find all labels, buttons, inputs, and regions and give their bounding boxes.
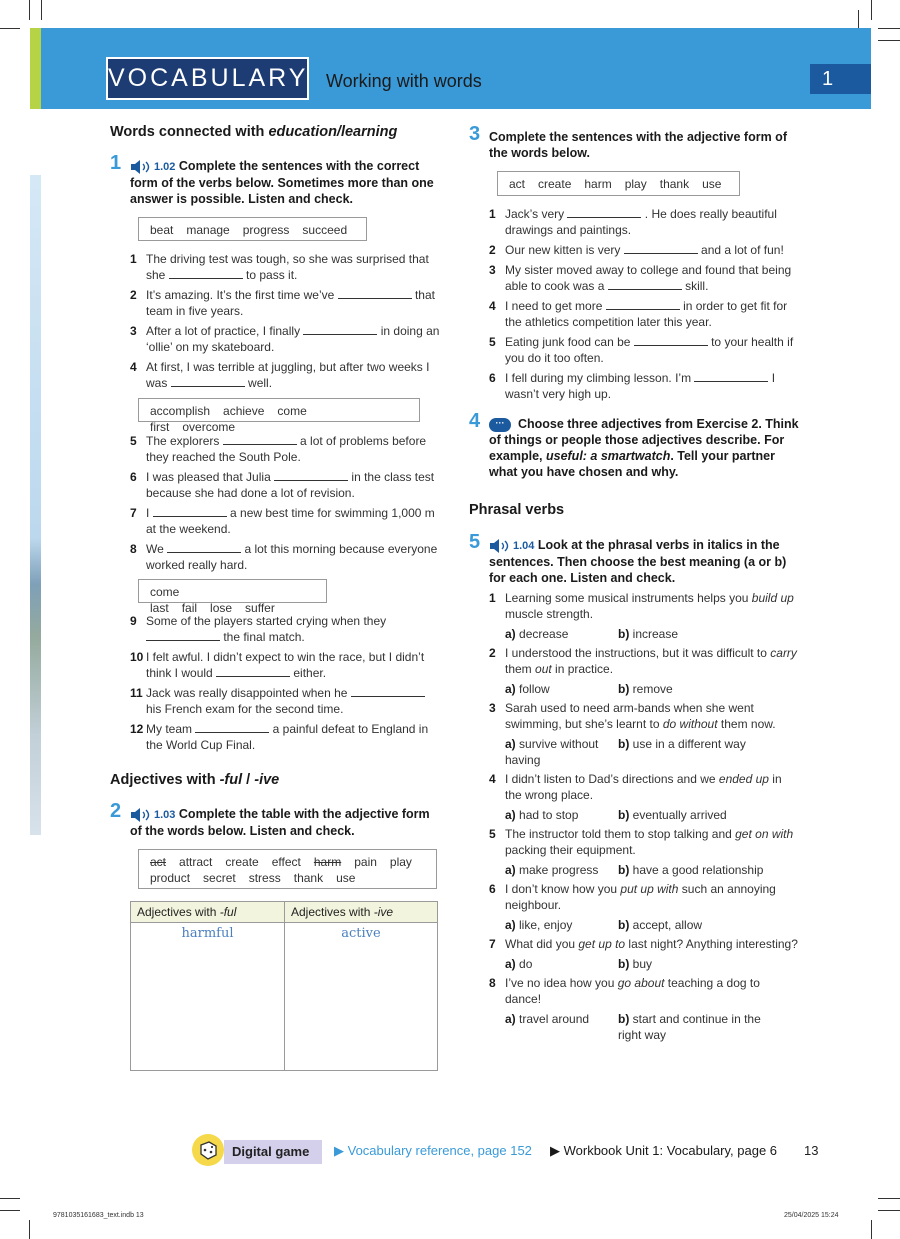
exercise-item: 5 Eating junk food can be to your health if you do it too often. [489, 335, 794, 365]
option-b[interactable]: b) use in a different way [618, 737, 746, 751]
answer-blank[interactable] [606, 299, 680, 310]
vocab-reference-link[interactable]: ▶ Vocabulary reference, page 152 [334, 1143, 532, 1158]
item-number: 1 [130, 252, 137, 266]
table-cell-ive[interactable] [285, 923, 438, 1071]
exercise-5-instruction: 1.04 Look at the phrasal verbs in italics in the sentences. Then choose the best meaning (a or b) for each one. Listen and check. [489, 538, 787, 585]
item-number: 6 [130, 470, 137, 484]
word-box-word: pain [354, 855, 377, 869]
dice-icon [192, 1134, 224, 1166]
exercise-item: 11 Jack was really disappointed when he his French exam for the second time. [130, 685, 440, 717]
exercise-number: 1 [110, 152, 122, 174]
option-b[interactable]: b) have a good relationship [618, 863, 764, 877]
item-number: 6 [489, 371, 496, 385]
table-header-ful: Adjectives with -ful [131, 902, 285, 923]
option-b[interactable]: b) accept, allow [618, 918, 703, 932]
exercise-2-instruction: 1.03 Complete the table with the adjective form of the words below. Listen and check. [130, 807, 430, 838]
item-number: 12 [130, 722, 144, 736]
word-box-word: progress [242, 223, 290, 237]
option-a[interactable]: a) do [505, 957, 533, 971]
word-box-word: product [150, 871, 191, 885]
exercise-item: 3 My sister moved away to college and found that being able to cook was a skill. [489, 263, 792, 293]
crop-mark [878, 1210, 900, 1211]
audio-icon[interactable]: 1.02 [130, 159, 175, 175]
item-number: 2 [489, 646, 496, 660]
example-answer: harmful [181, 926, 234, 941]
crop-mark [871, 1220, 872, 1239]
print-date-info: 25/04/2025 15:24 [784, 1212, 839, 1219]
answer-blank[interactable] [153, 506, 227, 517]
crop-mark [858, 10, 859, 30]
option-a[interactable]: a) follow [505, 682, 550, 696]
exercise-item: 7 What did you get up to last night? Anything interesting? a) do b) buy [489, 937, 798, 971]
heading-phrasal-verbs: Phrasal verbs [469, 502, 565, 518]
word-box-2 [138, 398, 420, 434]
crop-mark [878, 28, 900, 29]
word-box-word: play [389, 855, 412, 869]
item-number: 3 [489, 263, 496, 277]
audio-icon[interactable]: 1.03 [130, 807, 175, 823]
crop-mark [29, 1220, 30, 1239]
exercise-item: 1 The driving test was tough, so she was surprised that she to pass it. [130, 252, 429, 282]
exercise-number: 3 [469, 123, 481, 145]
word-box-word: act [150, 855, 167, 869]
word-box-word: achieve [223, 404, 265, 418]
item-number: 2 [489, 243, 496, 257]
example-answer: active [341, 926, 381, 941]
green-strip [30, 28, 41, 109]
speaker-icon [489, 539, 511, 553]
exercise-number: 4 [469, 410, 481, 432]
item-number: 9 [130, 614, 137, 628]
word-box-word: thank [293, 871, 324, 885]
exercise-number: 2 [110, 800, 122, 822]
option-a[interactable]: a) like, enjoy [505, 918, 573, 932]
word-box-word: manage [186, 223, 230, 237]
word-box-word: stress [248, 871, 281, 885]
answer-blank[interactable] [171, 376, 245, 387]
answer-blank[interactable] [567, 207, 641, 218]
item-number: 4 [489, 772, 496, 786]
adjective-table [130, 901, 438, 1071]
heading-adjectives: Adjectives with -ful / -ive [110, 772, 280, 788]
word-box-word: secret [203, 871, 236, 885]
exercise-item: 8 I’ve no idea how you go about teaching a dog to dance! a) travel around b) start and continue in the right way [489, 975, 799, 1043]
side-photo-strip [30, 175, 41, 835]
word-box-1 [138, 217, 367, 241]
word-box-word: use [336, 871, 356, 885]
item-number: 8 [489, 976, 496, 990]
item-number: 3 [489, 701, 496, 715]
crop-mark [0, 1210, 20, 1211]
workbook-reference: ▶ Workbook Unit 1: Vocabulary, page 6 [550, 1143, 778, 1158]
speaker-icon [130, 808, 152, 822]
word-box-word: harm [584, 177, 612, 191]
item-number: 1 [489, 591, 496, 605]
item-number: 4 [489, 299, 496, 313]
word-box-word: create [538, 177, 572, 191]
word-box-word: use [702, 177, 722, 191]
exercise-1-items-c [130, 613, 440, 757]
exercise-item: 4 I need to get more in order to get fit for the athletics competition later this year. [489, 299, 788, 329]
word-box-word: thank [659, 177, 690, 191]
word-box-word: succeed [302, 223, 348, 237]
speaker-icon [130, 160, 152, 174]
item-number: 7 [130, 506, 137, 520]
item-number: 3 [130, 324, 137, 338]
exercise-item: 1 Learning some musical instruments helps you build up muscle strength. a) decrease b) increase [489, 591, 794, 641]
word-box-word: overcome [182, 420, 236, 434]
option-a[interactable]: a) survive without having [505, 737, 599, 767]
answer-blank[interactable] [303, 324, 377, 335]
exercise-1-instruction: 1.02 Complete the sentences with the correct form of the verbs below. Sometimes more than one answer is possible. Listen and check. [130, 159, 434, 206]
word-box-word: come first [150, 404, 307, 434]
word-box-ex3 [497, 171, 740, 196]
crop-mark [871, 0, 872, 20]
word-box-word: harm [313, 855, 342, 869]
item-number: 5 [489, 335, 496, 349]
digital-game-link[interactable]: Digital game [224, 1140, 322, 1164]
exercise-item: 6 I don’t know how you put up with such an annoying neighbour. a) like, enjoy b) accept, allow [489, 882, 776, 932]
exercise-item: 2 I understood the instructions, but it was difficult to carry them out in practice. a) follow b) remove [489, 646, 797, 696]
word-box-word: act [509, 177, 526, 191]
answer-blank[interactable] [167, 542, 241, 553]
crop-mark [29, 0, 30, 20]
word-box-3 [138, 579, 327, 615]
word-box-ex2 [138, 849, 437, 889]
exercise-3-instruction: Complete the sentences with the adjective form of the words below. [489, 130, 787, 160]
item-number: 6 [489, 882, 496, 896]
item-number: 5 [130, 434, 137, 448]
crop-mark [878, 1198, 900, 1199]
exercise-number: 5 [469, 531, 481, 553]
section-subtitle: Working with words [326, 71, 482, 91]
crop-mark [0, 28, 20, 29]
option-b[interactable]: b) buy [618, 957, 653, 971]
option-b[interactable]: b) increase [618, 627, 679, 641]
item-number: 2 [130, 288, 137, 302]
option-a[interactable]: a) travel around [505, 1012, 590, 1026]
answer-blank[interactable] [274, 470, 348, 481]
answer-blank[interactable] [169, 268, 243, 279]
exercise-4-instruction: ··· Choose three adjectives from Exercise 2. Think of things or people those adjectives describe. For example, useful: a smartwatch. Tell your partner what you have chosen and why. [489, 417, 799, 479]
word-box-word: create [225, 855, 259, 869]
exercise-item: 2 Our new kitten is very and a lot of fun! [489, 243, 784, 257]
audio-icon[interactable]: 1.04 [489, 538, 534, 554]
table-cell-ful[interactable] [131, 923, 285, 1071]
answer-blank[interactable] [694, 371, 768, 382]
word-box-word: come last [150, 585, 180, 615]
exercise-item: 5 The instructor told them to stop talking and get on with packing their equipment. a) make progress b) have a good relationship [489, 827, 794, 877]
option-a[interactable]: a) decrease [505, 627, 569, 641]
print-file-info: 9781035161683_text.indb 13 [53, 1212, 144, 1219]
exercise-item: 4 I didn’t listen to Dad’s directions and we ended up in the wrong place. a) had to stop b) eventually arrived [489, 772, 782, 822]
exercise-item: 7 I a new best time for swimming 1,000 m at the weekend. [130, 506, 435, 536]
item-number: 5 [489, 827, 496, 841]
word-box-word: suffer [245, 601, 275, 615]
exercise-item: 6 I fell during my climbing lesson. I’m I wasn’t very high up. [489, 371, 776, 401]
crop-mark [878, 40, 900, 41]
exercise-item: 10 I felt awful. I didn’t expect to win the race, but I didn’t think I would either. [130, 650, 425, 680]
item-number: 4 [130, 360, 137, 374]
page-number: 13 [804, 1143, 819, 1158]
answer-blank[interactable] [351, 686, 425, 697]
item-number: 8 [130, 542, 137, 556]
unit-number: 1 [810, 64, 871, 94]
exercise-item: 6 I was pleased that Julia in the class test because she had done a lot of revision. [130, 470, 435, 500]
exercise-item: 3 After a lot of practice, I finally in doing an ‘ollie’ on my skateboard. [130, 324, 440, 354]
word-box-word: lose [210, 601, 233, 615]
answer-blank[interactable] [223, 434, 297, 445]
word-box-word: fail [181, 601, 198, 615]
word-box-word: effect [271, 855, 301, 869]
word-box-word: beat [150, 223, 174, 237]
option-b[interactable]: b) eventually arrived [618, 808, 727, 822]
exercise-5-items [489, 590, 799, 1046]
crop-mark [41, 0, 42, 20]
crop-mark [0, 1198, 20, 1199]
word-box-word: attract [179, 855, 213, 869]
speech-bubble-icon: ··· [489, 418, 511, 432]
option-a[interactable]: a) make progress [505, 863, 599, 877]
exercise-item: 2 It’s amazing. It’s the first time we’ve that team in five years. [130, 288, 435, 318]
answer-blank[interactable] [608, 279, 682, 290]
exercise-1-items-b [130, 433, 440, 577]
exercise-item: 5 The explorers a lot of problems before they reached the South Pole. [130, 434, 427, 464]
exercise-item: 4 At first, I was terrible at juggling, but after two weeks I was well. [130, 360, 430, 390]
answer-blank[interactable] [624, 243, 698, 254]
answer-blank[interactable] [338, 288, 412, 299]
exercise-1-items-a [130, 251, 440, 395]
option-b[interactable]: b) remove [618, 682, 673, 696]
word-box-word: play [624, 177, 647, 191]
table-header-ive: Adjectives with -ive [285, 902, 438, 923]
exercise-3-items [489, 206, 799, 406]
answer-blank[interactable] [195, 722, 269, 733]
exercise-item: 9 Some of the players started crying when they the final match. [130, 614, 387, 644]
exercise-item: 8 We a lot this morning because everyone worked really hard. [130, 542, 438, 572]
item-number: 1 [489, 207, 496, 221]
answer-blank[interactable] [216, 666, 290, 677]
answer-blank[interactable] [634, 335, 708, 346]
item-number: 7 [489, 937, 496, 951]
option-b[interactable]: b) start and continue in the right way [618, 1012, 761, 1042]
exercise-item: 3 Sarah used to need arm-bands when she went swimming, but she’s learnt to do without them now. a) survive without having b) use in a different way [489, 701, 776, 767]
word-box-word: accomplish [150, 404, 211, 418]
heading-education: Words connected with education/learning [110, 124, 398, 140]
exercise-item: 1 Jack’s very . He does really beautiful drawings and paintings. [489, 207, 777, 237]
exercise-item: 12 My team a painful defeat to England in the World Cup Final. [130, 722, 429, 752]
item-number: 10 [130, 650, 144, 664]
option-a[interactable]: a) had to stop [505, 808, 579, 822]
section-title: VOCABULARY [106, 57, 309, 100]
answer-blank[interactable] [146, 630, 220, 641]
item-number: 11 [130, 686, 143, 700]
